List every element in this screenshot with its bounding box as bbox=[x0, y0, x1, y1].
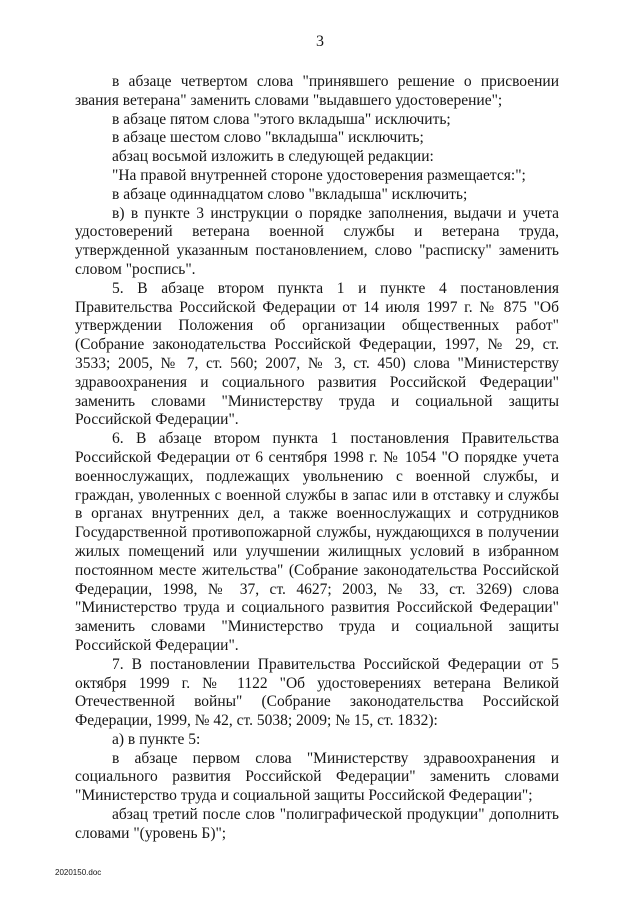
paragraph: абзац восьмой изложить в следующей редакции: bbox=[112, 148, 434, 166]
paragraph: в абзаце четвертом слова "принявшего решение о присвоении звания ветерана" заменить словами "выдавшего удостоверение"; bbox=[75, 73, 559, 109]
paragraph: "На правой внутренней стороне удостоверения размещается:"; bbox=[112, 166, 526, 184]
paragraph: в абзаце шестом слово "вкладыша" исключить; bbox=[112, 129, 424, 147]
paragraph: 7. В постановлении Правительства Российской Федерации от 5 октября 1999 г. № 1122 "Об удостоверениях ветерана Великой Отечественной войны" (Собрание законодательства Российской Федерации, 1999, № 42, ст. 5038; 2009; № 15, ст. 1832): bbox=[75, 655, 559, 730]
paragraph: 6. В абзаце втором пункта 1 постановления Правительства Российской Федерации от 6 сентября 1998 г. № 1054 "О порядке учета военнослужащих, подлежащих увольнению с военной службы, и граждан, уволенных с военной службы в запас или в отставку и службы в органах внутренних дел, а также военнослужащих и сотрудников Государственной противопожарной службы, нуждающихся в получении жилых помещений или улучшении жилищных условий в избранном постоянном месте жительства" (Собрание законодательства Российской Федерации, 1998, № 37, ст. 4627; 2003, № 33, ст. 3269) слова "Министерство труда и социального развития Российской Федерации" заменить словами "Министерство труда и социальной защиты Российской Федерации". bbox=[75, 430, 559, 654]
page-number: 3 bbox=[316, 33, 324, 50]
paragraph: в абзаце первом слова "Министерству здравоохранения и социального развития Российской Федерации" заменить словами "Министерство труда и социальной защиты Российской Федерации"; bbox=[75, 749, 559, 805]
paragraph: в) в пункте 3 инструкции о порядке заполнения, выдачи и учета удостоверений ветерана военной службы и ветерана труда, утвержденной указанным постановлением, слово "расписку" заменить словом "роспись". bbox=[75, 204, 559, 278]
paragraph: абзац третий после слов "полиграфической продукции" дополнить словами "(уровень Б)"; bbox=[75, 806, 559, 842]
paragraph: 5. В абзаце втором пункта 1 и пункте 4 постановления Правительства Российской Федерации от 14 июля 1997 г. № 875 "Об утверждении Положения об организации общественных работ" (Собрание законодательства Российской Федерации, 1997, № 29, ст. 3533; 2005, № 7, ст. 560; 2007, № 3, ст. 450) слова "Министерству здравоохранения и социального развития Российской Федерации" заменить словами "Министерству труда и социальной защиты Российской Федерации". bbox=[75, 279, 559, 429]
paragraph: в абзаце одиннадцатом слово "вкладыша" исключить; bbox=[112, 185, 468, 203]
paragraph: а) в пункте 5: bbox=[112, 730, 201, 748]
footer-filename: 2020150.doc bbox=[55, 868, 102, 877]
document-body bbox=[75, 73, 559, 844]
paragraph: в абзаце пятом слова "этого вкладыша" исключить; bbox=[112, 110, 451, 128]
